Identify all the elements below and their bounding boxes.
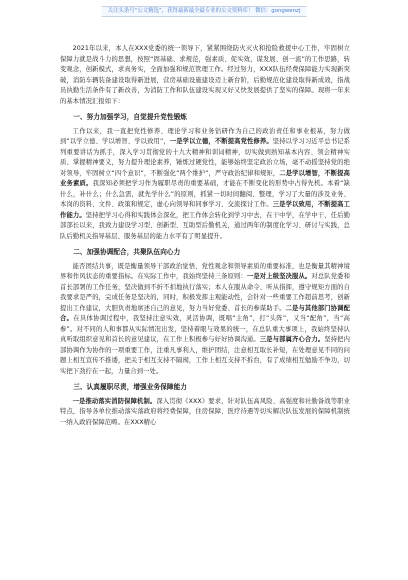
section-2-text-g: 坚持把内部协调作为协作的一项重要工作，注重凡事利人，维护团结，注意相互取长补短，在处理意见不同的问题上相互宣传不推诿，把关于相互支持不隔阂，工作上相互支持不拆台，有了成绩相互勉励不争功，切实把下劲拧在一起，力量合到一处。 xyxy=(60,336,350,375)
section-3-text-b: 深入贯彻《XXX》要求，针对队伍高风险、高强度和社勤备战等职业特点，指导各单位推动落实落政府将经费保障，住房保障、医疗待遇等切实解决队伍发展的保障机制统一纳入政府保障范畴。在XXX精心 xyxy=(60,397,350,426)
section-1-text-e: 我深知必须把学习作为履职尽责的重要基础，才能在不断变化的形势中占得先机。本着“缺什么，补什么；什么急需，就先学什么”的原则，抓紧一切时间翻阅、整理，学习了大量的涉及业务、本岗的资料、文件、政策和规定，虚心向领导和同事学习、交流探讨工作。 xyxy=(60,180,351,208)
section-3-paragraph xyxy=(60,397,350,429)
promo-banner: 关注头条号“公文精选”，获得最新最全最专业的公文资料库！ 微信：gongwenzj xyxy=(102,6,307,17)
section-2-heading: 二、加强协调配合，共聚队伍向心力 xyxy=(73,248,181,256)
section-2-paragraph xyxy=(60,262,350,378)
section-3-point-1: 一是推动落实消防保障机制。 xyxy=(72,397,157,405)
section-1-text-a: 工作以来，我一直把党性修养、理论学习和业务钻研作为自己的政治责任和事业根基，努力做到“以学立德、学以增智、学以致用”， xyxy=(60,127,350,145)
section-2-point-3: 三是与部属齐心合力。 xyxy=(259,336,325,343)
section-3-heading: 三、认真履职尽责，增强业务保障能力 xyxy=(73,383,187,391)
section-2-text-c: 对总队党委和首长部署的工作任务，坚决做到不折不扣地执行落实；本人在服从命令、听从指挥，遵守规矩方面的自我要求是严的，完成任务是坚决的，同时，积极发挥主观能动性，会针对一些重要工作超前思考，创新提出工作建议，大胆负责地席述自己的意见，努力当好党委、首长的参谋助手。 xyxy=(60,273,350,312)
section-1-point-2: 二是学以增智，不断提高业务素质。 xyxy=(60,169,350,187)
section-1-point-3: 三是学以致用，不断提高工作能力。 xyxy=(60,201,350,219)
section-1-point-1: 一是学以立德，不断提高党性修养。 xyxy=(169,138,273,145)
section-1-text-c: 坚持以学习习近平总书记系列重要讲话为抓手，深入学习贯彻党的十九大精神和训词精神，切实做到熟知基本内容、领会精神实质、掌握精神要义，努力提升理论素养，锤炼过硬党性，能够始终坚定政治立场，毫不动摇坚持党的绝对领导，牢固树立“四个意识”，不断强化“两个维护”，严守政治纪律和规矩， xyxy=(60,138,350,177)
section-2-point-2: 二是与其他部门协调配合。 xyxy=(60,304,351,322)
section-2-text-a: 能否团结共事，既是衡量领导干部政治觉悟、党性观念和领导素质的重要标准，也是衡量其精神境界和作风状态的重要指标。在实际工作中，我始终坚持三条原则： xyxy=(60,262,350,280)
intro-paragraph: 2021年以来，本人在XXX党委的统一领导下，紧紧围绕防火灭火和抢险救援中心工作，牢固树立保障力就是战斗力的思想，按照“固基础、求规范，强素质、促实效，谋发展、创一流”的工作思路，转变观念，创新模式，求真务实，全面加强和规范管理工作。经过努力，XXX队伍经费保障能力实现新突破，消防车辆装备建设取得新进展，营房基础设施建设迈上新台阶，后勤规范化建设取得新成效，指战员执勤生活条件有了新改善，为消防工作和队伍建设实现又好又快发展提供了坚实的保障。现将一年来的基本情况汇报如下： xyxy=(60,45,350,105)
document-body xyxy=(60,44,350,428)
section-1-heading: 一、努力加强学习，自觉提升党性锻炼 xyxy=(73,113,187,121)
section-1-paragraph xyxy=(60,127,350,243)
section-2-point-1: 一是对上级坚决服从。 xyxy=(246,273,312,280)
section-2-text-e: 在具体协调过程中，我坚持注意实效，灵活协调，既唱“主角”，打“头阵”，又当“配角”，当“高参”。对不同的人和事都从实际情况出发，坚持着眼与效果的统一，在总队重大事项上，我始终坚持认真听取组织意见和首长的意见建议，在工作上积极参与好好协调沟通。 xyxy=(60,315,351,343)
section-1-text-g: 坚持把学习心得和实践体会深化，把工作体会转化到学习中去，在干中学，在学中干，任后勤部部长以来，我致力建设学习型、创新型、互助型后勤机关，通过两年的制度化学习、研讨与实践，总队后勤机关指导基层、服务基层的能力水平有了明显提升。 xyxy=(60,211,350,240)
